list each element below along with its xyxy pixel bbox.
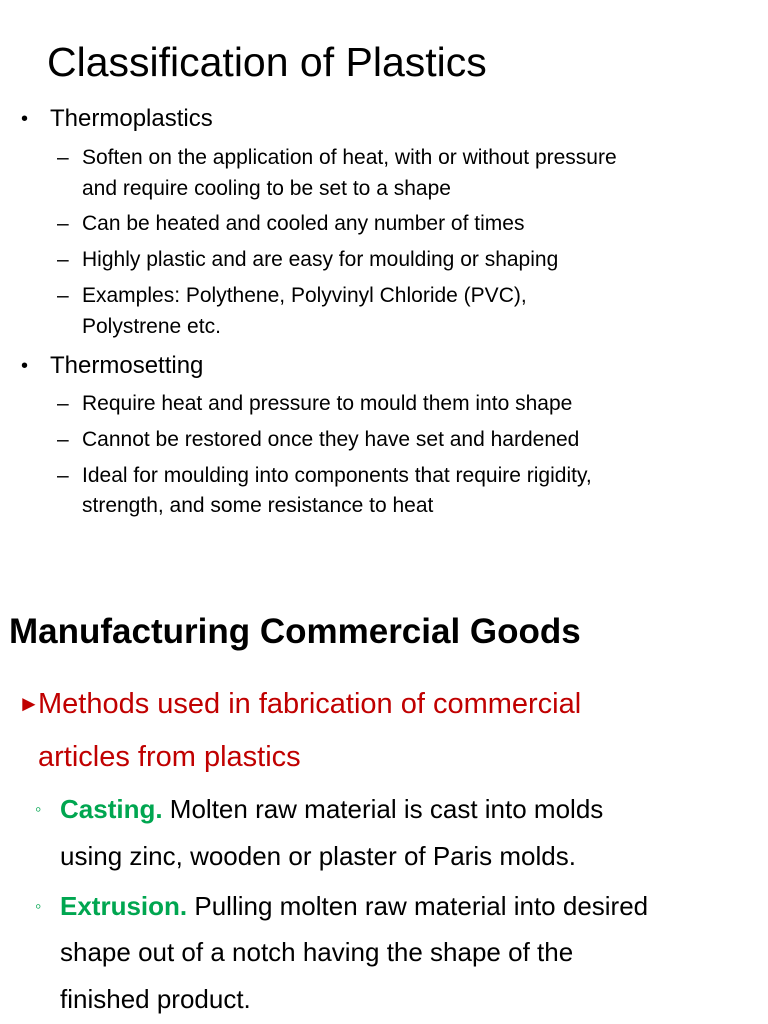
slide2-title: Manufacturing Commercial Goods <box>9 612 581 651</box>
list-item-line: Highly plastic and are easy for moulding or shaping <box>82 248 559 271</box>
dash-icon: – <box>57 212 69 235</box>
method-description-line: using zinc, wooden or plaster of Paris molds. <box>60 841 576 871</box>
list-item-line: Examples: Polythene, Polyvinyl Chloride (PVC), <box>82 284 527 307</box>
method-description-line: shape out of a notch having the shape of the <box>60 937 574 967</box>
method-term: Extrusion. <box>60 891 188 921</box>
bullet-icon: • <box>21 108 29 130</box>
list-item-line: Polystrene etc. <box>82 315 221 338</box>
method-description: Pulling molten raw material into desired <box>187 891 649 921</box>
list-item-line: and require cooling to be set to a shape <box>82 177 451 200</box>
list-item-line: strength, and some resistance to heat <box>82 494 434 517</box>
dash-icon: – <box>57 392 69 415</box>
dash-icon: – <box>57 248 69 271</box>
method-extrusion <box>60 889 648 923</box>
list-item-line: Ideal for moulding into components that require rigidity, <box>82 464 592 487</box>
dash-icon: – <box>57 428 69 451</box>
method-description-line: finished product. <box>60 984 251 1014</box>
method-term: Casting. <box>60 794 163 824</box>
section-heading-thermoplastics: Thermoplastics <box>50 105 213 132</box>
method-description: Molten raw material is cast into molds <box>162 794 604 824</box>
circle-bullet-icon: ◦ <box>35 799 42 819</box>
dash-icon: – <box>57 146 69 169</box>
circle-bullet-icon: ◦ <box>35 896 42 916</box>
bullet-icon: • <box>21 355 29 377</box>
list-item-line: Can be heated and cooled any number of times <box>82 212 525 235</box>
list-item-line: Require heat and pressure to mould them into shape <box>82 392 573 415</box>
arrow-bullet-icon: ► <box>18 691 40 716</box>
dash-icon: – <box>57 284 69 307</box>
slide1-title: Classification of Plastics <box>47 39 487 85</box>
main-point-line: Methods used in fabrication of commercial <box>38 688 582 720</box>
dash-icon: – <box>57 464 69 487</box>
section-heading-thermosetting: Thermosetting <box>50 352 204 379</box>
method-casting <box>60 792 603 826</box>
list-item-line: Cannot be restored once they have set and hardened <box>82 428 580 451</box>
main-point-line: articles from plastics <box>38 741 301 773</box>
list-item-line: Soften on the application of heat, with or without pressure <box>82 146 617 169</box>
